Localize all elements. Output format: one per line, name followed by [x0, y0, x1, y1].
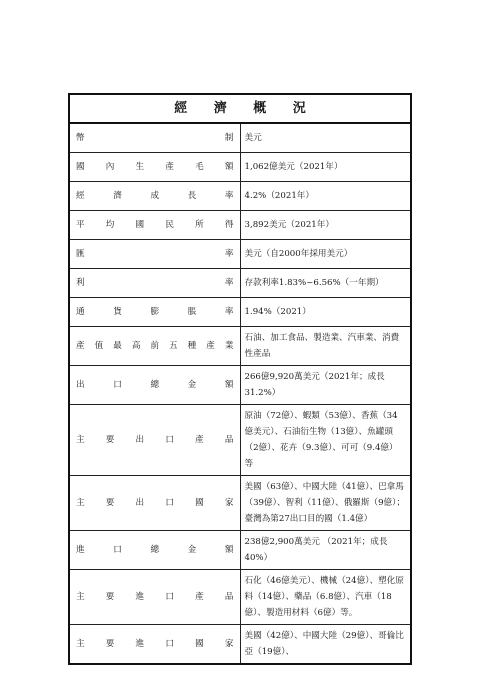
- table-row-currency: [69, 123, 411, 153]
- row-value: 238億2,900萬美元 （2021年；成長40%）: [240, 531, 411, 570]
- row-label: 利率: [69, 269, 240, 298]
- table-row-exchange-rate: [69, 240, 411, 269]
- table-row-interest-rate: [69, 269, 411, 298]
- row-label: 進口總金額: [69, 531, 240, 570]
- row-value: 美元（自2000年採用美元）: [240, 240, 411, 269]
- row-value: 原油（72億）、蝦類（53億）、香蕉（34億美元）、石油衍生物（13億）、魚罐頭（2億）、花卉（9.3億）、可可（9.4億）等: [240, 405, 411, 476]
- table-row-main-export-products: [69, 405, 411, 476]
- row-label: 幣制: [69, 123, 240, 153]
- row-label: 平均國民所得: [69, 211, 240, 240]
- row-label: 主要進口產品: [69, 570, 240, 625]
- table-row-gdp: [69, 153, 411, 182]
- row-value: 4.2%（2021年）: [240, 182, 411, 211]
- table-title: 經 濟 概 況: [69, 94, 411, 123]
- row-value: 266億9,920萬美元（2021年；成長31.2%）: [240, 366, 411, 405]
- table-row-inflation-rate: [69, 298, 411, 327]
- row-value: 石油、加工食品、製造業、汽車業、消費性產品: [240, 327, 411, 366]
- row-value: 美國（63億）、中國大陸（41億）、巴拿馬（39億）、智利（11億）、俄羅斯（9億）；臺灣為第27出口目的國（1.4億）: [240, 476, 411, 531]
- table-row-export-total: [69, 366, 411, 405]
- row-value: 1,062億美元（2021年）: [240, 153, 411, 182]
- table-row-import-total: [69, 531, 411, 570]
- row-label: 匯率: [69, 240, 240, 269]
- row-label: 通貨膨脹率: [69, 298, 240, 327]
- table-row-main-import-products: [69, 570, 411, 625]
- row-value: 石化（46億美元）、機械（24億）、塑化原料（14億）、藥品（6.8億）、汽車（18億）、製造用材料（6億）等。: [240, 570, 411, 625]
- row-value: 3,892美元（2021年）: [240, 211, 411, 240]
- table-row-main-export-countries: [69, 476, 411, 531]
- row-value: 美國（42億）、中國大陸（29億）、哥倫比亞（19億）、: [240, 625, 411, 665]
- row-value: 1.94%（2021）: [240, 298, 411, 327]
- title-row: [69, 94, 411, 123]
- table-row-main-import-countries: [69, 625, 411, 665]
- table-row-top-industries: [69, 327, 411, 366]
- row-label: 主要出口產品: [69, 405, 240, 476]
- row-label: 國內生產毛額: [69, 153, 240, 182]
- row-label: 主要進口國家: [69, 625, 240, 665]
- row-label: 出口總金額: [69, 366, 240, 405]
- table-row-growth-rate: [69, 182, 411, 211]
- row-label: 主要出口國家: [69, 476, 240, 531]
- row-value: 存款利率1.83%~6.56%（一年期）: [240, 269, 411, 298]
- table-row-per-capita-income: [69, 211, 411, 240]
- row-label: 產值最高前五種產業: [69, 327, 240, 366]
- economic-overview-table: [68, 93, 412, 665]
- row-value: 美元: [240, 123, 411, 153]
- row-label: 經濟成長率: [69, 182, 240, 211]
